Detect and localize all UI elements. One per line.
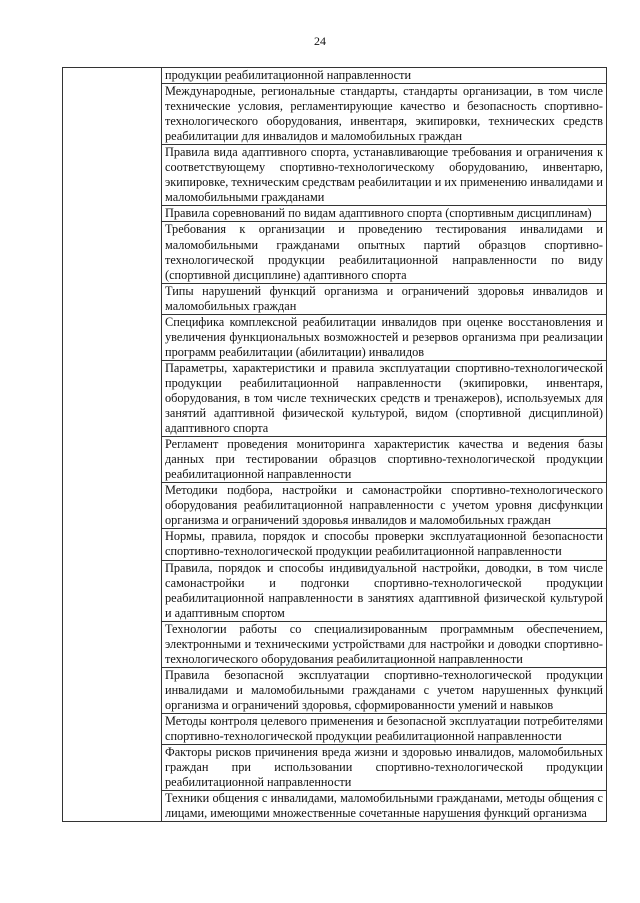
table-row xyxy=(63,314,607,360)
page-number: 24 xyxy=(314,34,326,48)
table-row xyxy=(63,283,607,314)
table-row xyxy=(63,206,607,222)
left-column-cell xyxy=(63,283,162,314)
table-cell: Правила безопасной эксплуатации спортивно-технологической продукции инвалидами и маломобильными гражданами с учетом нарушенных функций организма и ограничений здоровья, сформированности умений и навыков xyxy=(162,667,607,713)
table-cell: Правила, порядок и способы индивидуальной настройки, доводки, в том числе самонастройки и подгонки спортивно-технологической продукции реабилитационной направленности в занятиях адаптивной физической культурой и адаптивным спортом xyxy=(162,560,607,621)
left-column-cell xyxy=(63,483,162,529)
table-cell: Методики подбора, настройки и самонастройки спортивно-технологического оборудования реабилитационной направленности с учетом уровня дисфункции организма и ограничений здоровья инвалидов и маломобильных граждан xyxy=(162,483,607,529)
left-column-cell xyxy=(63,145,162,206)
left-column-cell xyxy=(63,314,162,360)
table-row xyxy=(63,222,607,283)
left-column-cell xyxy=(63,791,162,822)
left-column-cell xyxy=(63,68,162,84)
table-row xyxy=(63,529,607,560)
requirements-table xyxy=(62,67,607,822)
table-row xyxy=(63,360,607,436)
table-row xyxy=(63,791,607,822)
table-cell: Правила соревнований по видам адаптивного спорта (спортивным дисциплинам) xyxy=(162,206,607,222)
table-cell: Специфика комплексной реабилитации инвалидов при оценке восстановления и увеличения функциональных возможностей и резервов организма при реализации программ реабилитации (абилитации) инвалидов xyxy=(162,314,607,360)
table-cell: Техники общения с инвалидами, маломобильными гражданами, методы общения с лицами, имеющими множественные сочетанные нарушения функций организма xyxy=(162,791,607,822)
left-column-cell xyxy=(63,437,162,483)
table-row xyxy=(63,483,607,529)
table-cell: Правила вида адаптивного спорта, устанавливающие требования и ограничения к соответствующему спортивно-технологическому оборудованию, инвентарю, экипировке, техническим средствам реабилитации и их применению инвалидами и маломобильными гражданами xyxy=(162,145,607,206)
left-column-cell xyxy=(63,529,162,560)
table-row xyxy=(63,437,607,483)
left-column-cell xyxy=(63,222,162,283)
table-cell: Международные, региональные стандарты, стандарты организации, в том числе технические условия, регламентирующие качество и безопасность спортивно-технологического оборудования, инвентаря, экипировки, технических средств реабилитации для инвалидов и маломобильных граждан xyxy=(162,84,607,145)
table-cell: Факторы рисков причинения вреда жизни и здоровью инвалидов, маломобильных граждан при использовании спортивно-технологической продукции реабилитационной направленности xyxy=(162,745,607,791)
left-column-cell xyxy=(63,560,162,621)
left-column-cell xyxy=(63,621,162,667)
left-column-cell xyxy=(63,745,162,791)
table-row xyxy=(63,621,607,667)
left-column-cell xyxy=(63,713,162,744)
table-row xyxy=(63,560,607,621)
table-cell: Технологии работы со специализированным программным обеспечением, электронными и техническими устройствами для настройки и доводки спортивно-технологического оборудования реабилитационной направленности xyxy=(162,621,607,667)
table-cell: Нормы, правила, порядок и способы проверки эксплуатационной безопасности спортивно-технологической продукции реабилитационной направленности xyxy=(162,529,607,560)
table-row xyxy=(63,745,607,791)
table-row xyxy=(63,713,607,744)
table-row xyxy=(63,145,607,206)
table-cell: Типы нарушений функций организма и ограничений здоровья инвалидов и маломобильных граждан xyxy=(162,283,607,314)
left-column-cell xyxy=(63,206,162,222)
table-row xyxy=(63,667,607,713)
table-row xyxy=(63,68,607,84)
table-cell: продукции реабилитационной направленности xyxy=(162,68,607,84)
table-cell: Требования к организации и проведению тестирования инвалидами и маломобильными гражданами опытных партий образцов спортивно-технологической продукции реабилитационной направленности по виду (спортивной дисциплине) адаптивного спорта xyxy=(162,222,607,283)
left-column-cell xyxy=(63,667,162,713)
table-cell: Параметры, характеристики и правила эксплуатации спортивно-технологической продукции реабилитационной направленности (экипировки, инвентаря, оборудования, в том числе технических средств и тренажеров), используемых для занятий адаптивной физической культурой, видом (спортивной дисциплиной) адаптивного спорта xyxy=(162,360,607,436)
table-cell: Регламент проведения мониторинга характеристик качества и ведения базы данных при тестировании образцов спортивно-технологической продукции реабилитационной направленности xyxy=(162,437,607,483)
left-column-cell xyxy=(63,360,162,436)
table-row xyxy=(63,84,607,145)
table-cell: Методы контроля целевого применения и безопасной эксплуатации потребителями спортивно-технологической продукции реабилитационной направленности xyxy=(162,713,607,744)
left-column-cell xyxy=(63,84,162,145)
